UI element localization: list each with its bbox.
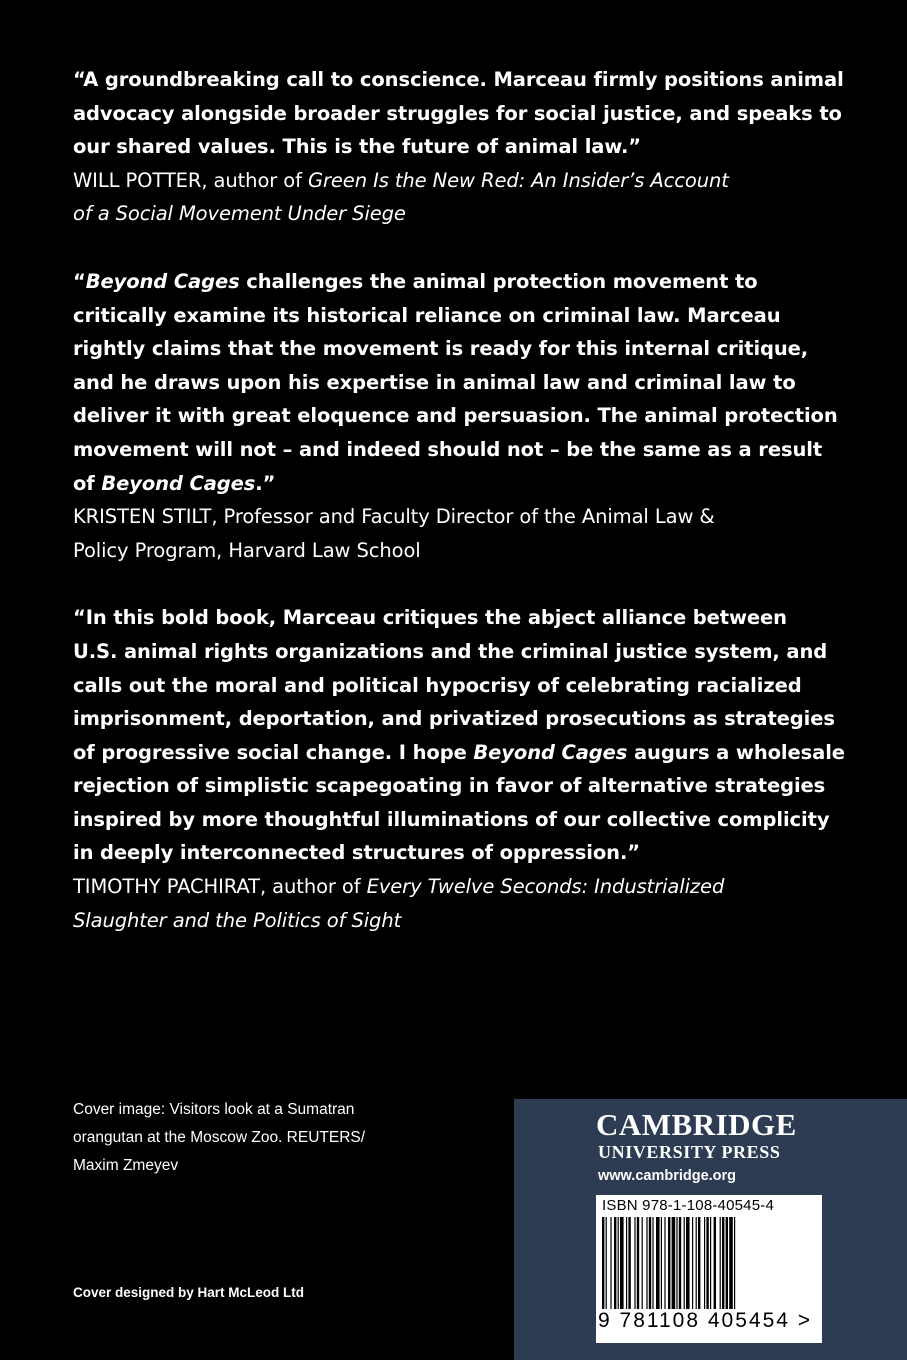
quote-line: U.S. animal rights organizations and the criminal justice system, and bbox=[73, 639, 828, 663]
quote-line: inspired by more thoughtful illuminations of our collective complicity bbox=[73, 807, 830, 831]
attribution-line bbox=[73, 197, 773, 231]
endorsement-blurb bbox=[73, 601, 845, 937]
book-title: Green Is the New Red: An Insider’s Account bbox=[307, 168, 729, 192]
endorsement-blurb bbox=[73, 265, 838, 567]
quote-line: and he draws upon his expertise in animal law and criminal law to bbox=[73, 370, 796, 394]
publisher-name: CAMBRIDGE bbox=[596, 1107, 797, 1142]
attribution-line: Policy Program, Harvard Law School bbox=[73, 538, 421, 562]
book-title: of a Social Movement Under Siege bbox=[73, 202, 406, 226]
endorser-name: TIMOTHY PACHIRAT bbox=[73, 875, 260, 899]
publisher-panel bbox=[514, 1099, 907, 1360]
quote-line: deliver it with great eloquence and persuasion. The animal protection bbox=[73, 404, 838, 428]
endorser-name: WILL POTTER bbox=[73, 168, 202, 192]
attribution-line: TIMOTHY PACHIRAT, author of Every Twelve Seconds: Industrialized bbox=[73, 875, 725, 899]
endorser-name: KRISTEN STILT bbox=[73, 505, 212, 529]
endorsement-blurb bbox=[73, 63, 844, 231]
quote-line: critically examine its historical reliance on criminal law. Marceau bbox=[73, 303, 781, 327]
book-title: Every Twelve Seconds: Industrialized bbox=[366, 875, 725, 899]
attribution-line bbox=[73, 904, 773, 938]
publisher-website: www.cambridge.org bbox=[598, 1168, 737, 1184]
attribution-line: KRISTEN STILT, Professor and Faculty Director of the Animal Law & bbox=[73, 505, 715, 529]
quote-line: movement will not – and indeed should not – be the same as a result bbox=[73, 437, 823, 461]
endorsements bbox=[73, 63, 845, 971]
barcode-block bbox=[596, 1195, 822, 1343]
quote-line: of Beyond Cages.” bbox=[73, 471, 276, 495]
quote-line: our shared values. This is the future of animal law.” bbox=[73, 135, 642, 159]
cover-designer-credit: Cover designed by Hart McLeod Ltd bbox=[73, 1285, 305, 1300]
quote-line: of progressive social change. I hope Beyond Cages augurs a wholesale bbox=[73, 740, 845, 764]
quote-line: “A groundbreaking call to conscience. Marceau firmly positions animal bbox=[73, 68, 844, 91]
quote-line: rejection of simplistic scapegoating in favor of alternative strategies bbox=[73, 774, 826, 798]
quote-line: in deeply interconnected structures of oppression.” bbox=[73, 841, 640, 865]
attribution-line: WILL POTTER, author of Green Is the New Red: An Insider’s Account bbox=[73, 168, 729, 192]
quote-line: calls out the moral and political hypocrisy of celebrating racialized bbox=[73, 673, 802, 697]
barcode-icon bbox=[602, 1217, 816, 1309]
publisher-subtitle: UNIVERSITY PRESS bbox=[598, 1142, 781, 1162]
quote-line: “In this bold book, Marceau critiques the abject alliance between bbox=[73, 606, 787, 630]
book-title: Slaughter and the Politics of Sight bbox=[73, 908, 402, 932]
quote-line: rightly claims that the movement is ready for this internal critique, bbox=[73, 337, 809, 361]
quote-line: “Beyond Cages challenges the animal protection movement to bbox=[73, 269, 758, 293]
barcode-digits: 9 781108 405454 > bbox=[598, 1309, 813, 1332]
quote-line: imprisonment, deportation, and privatized prosecutions as strategies bbox=[73, 707, 835, 731]
isbn-label: ISBN 978-1-108-40545-4 bbox=[602, 1197, 775, 1214]
quote-line: advocacy alongside broader struggles for social justice, and speaks to bbox=[73, 101, 842, 125]
cover-image-credit: Cover image: Visitors look at a Sumatran orangutan at the Moscow Zoo. REUTERS/ Maxim Zmeyev bbox=[73, 1101, 366, 1174]
